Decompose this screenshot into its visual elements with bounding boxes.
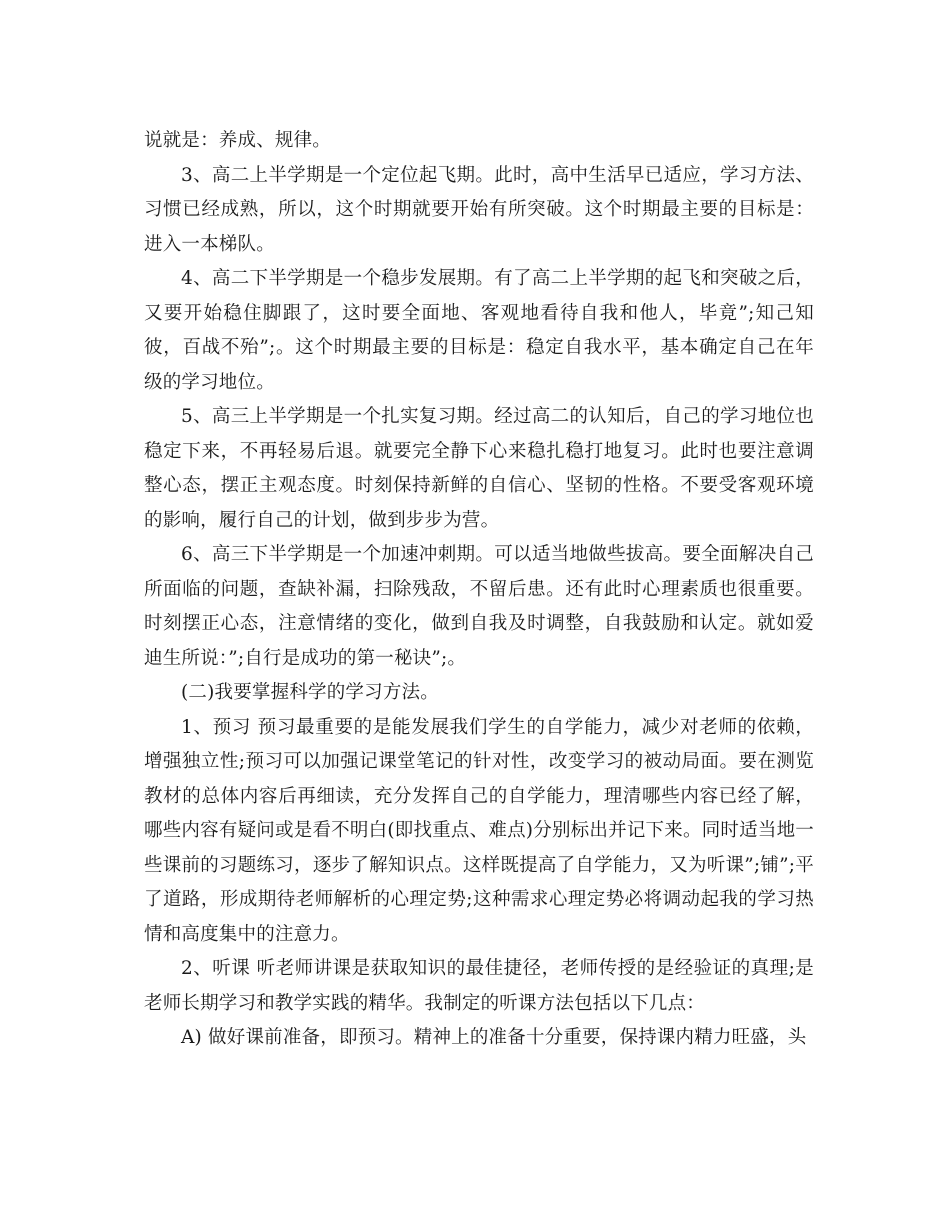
- paragraph-item-6: 6、高三下半学期是一个加速冲刺期。可以适当地做些拔高。要全面解决自己所面临的问题，查缺补漏，扫除残敌，不留后患。还有此时心理素质也很重要。时刻摆正心态，注意情绪的变化，做到自我及时调整，自我鼓励和认定。就如爱迪生所说：”;自行是成功的第一秘诀”;。: [144, 544, 814, 669]
- paragraph-listening: 2、听课 听老师讲课是获取知识的最佳捷径，老师传授的是经验证的真理;是老师长期学习和教学实践的精华。我制定的听课方法包括以下几点：: [144, 958, 814, 1014]
- document-body: [144, 124, 814, 1056]
- section-heading-2: (二)我要掌握科学的学习方法。: [181, 682, 439, 703]
- paragraph-item-4: 4、高二下半学期是一个稳步发展期。有了高二上半学期的起飞和突破之后，又要开始稳住脚跟了，这时要全面地、客观地看待自我和他人，毕竟”;知己知彼，百战不殆”;。这个时期最主要的目标是：稳定自我水平，基本确定自己在年级的学习地位。: [144, 268, 814, 393]
- paragraph-item-3: 3、高二上半学期是一个定位起飞期。此时，高中生活早已适应，学习方法、习惯已经成熟，所以，这个时期就要开始有所突破。这个时期最主要的目标是：进入一本梯队。: [144, 164, 814, 255]
- paragraph-item-5: 5、高三上半学期是一个扎实复习期。经过高二的认知后，自己的学习地位也稳定下来，不再轻易后退。就要完全静下心来稳扎稳打地复习。此时也要注意调整心态，摆正主观态度。时刻保持新鲜的自信心、坚韧的性格。不要受客观环境的影响，履行自己的计划，做到步步为营。: [144, 406, 814, 531]
- paragraph-item-a: A) 做好课前准备，即预习。精神上的准备十分重要，保持课内精力旺盛，头: [181, 1027, 807, 1048]
- paragraph-continuation: 说就是：养成、规律。: [144, 130, 332, 151]
- paragraph-preview: 1、预习 预习最重要的是能发展我们学生的自学能力，减少对老师的依赖，增强独立性;预习可以加强记课堂笔记的针对性，改变学习的被动局面。要在测览教材的总体内容后再细读，充分发挥自己的自学能力，理清哪些内容已经了解，哪些内容有疑问或是看不明白(即找重点、难点)分别标出并记下来。同时适当地一些课前的习题练习，逐步了解知识点。这样既提高了自学能力，又为听课”;铺”;平了道路，形成期待老师解析的心理定势;这种需求心理定势必将调动起我的学习热情和高度集中的注意力。: [144, 716, 814, 945]
